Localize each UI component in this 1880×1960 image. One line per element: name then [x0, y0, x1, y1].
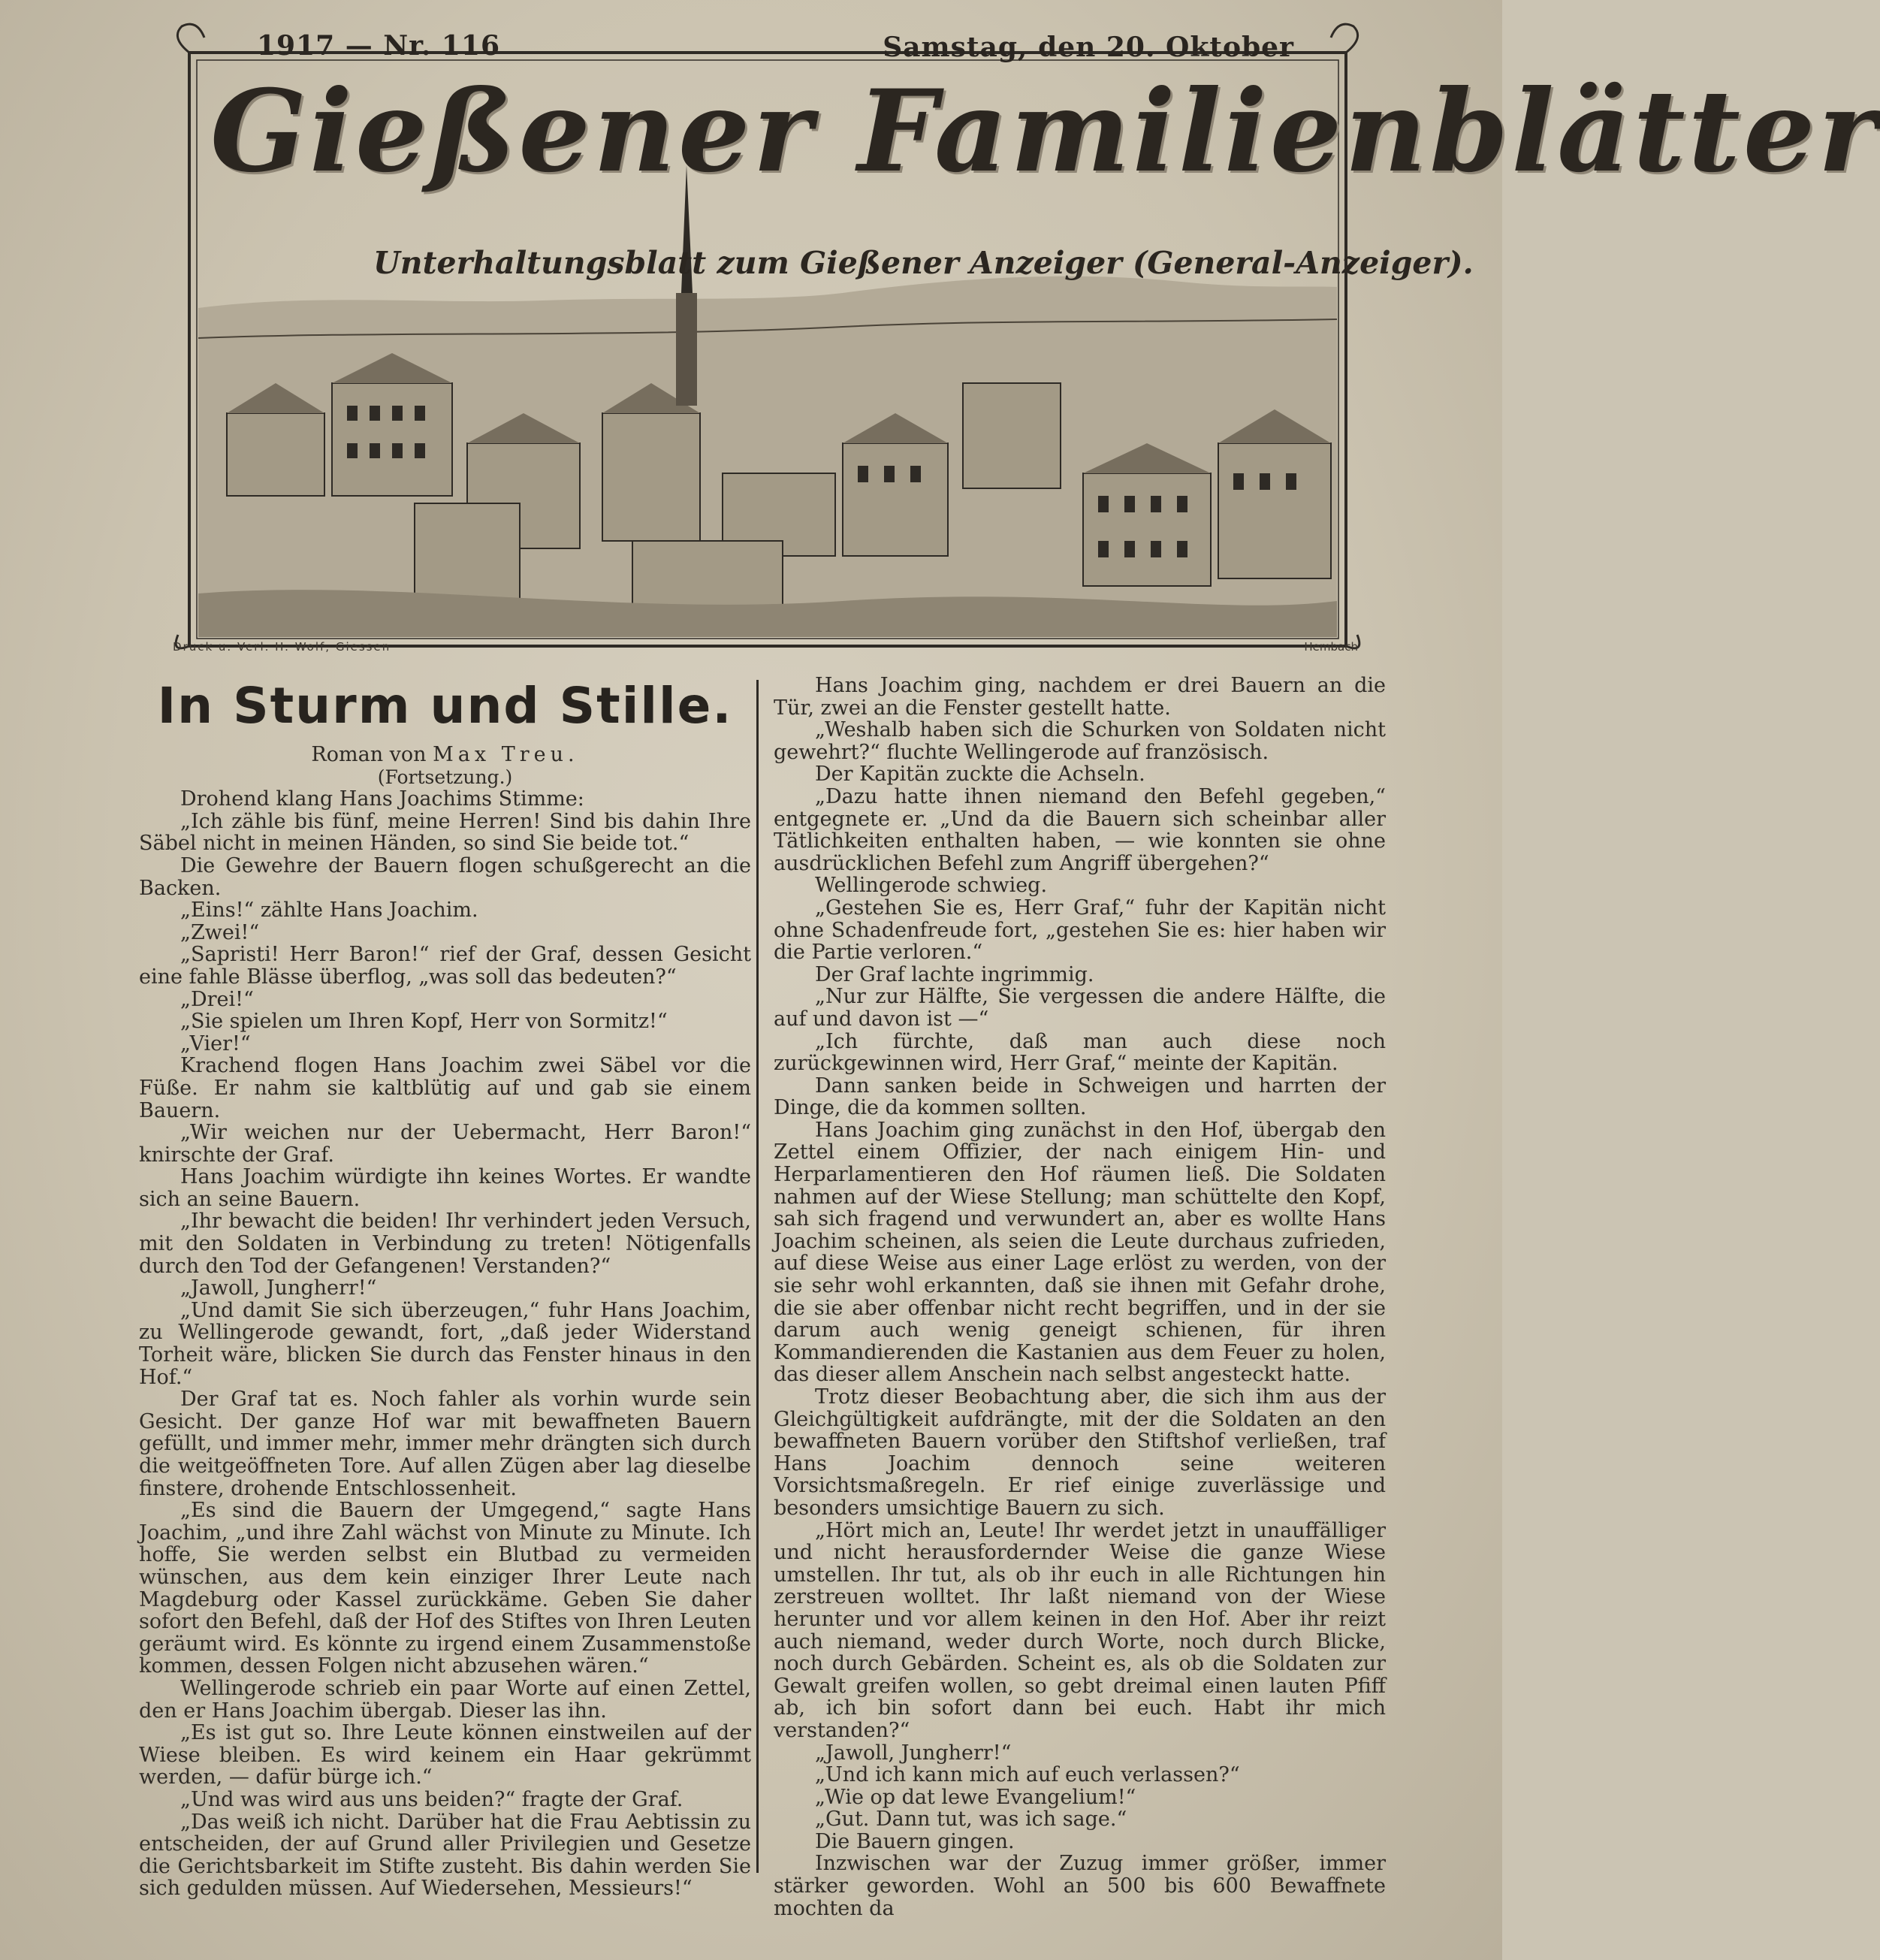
- paragraph: „Wie op dat lewe Evangelium!“: [815, 1785, 1136, 1809]
- column-divider: [756, 680, 759, 1873]
- paragraph: „Gut. Dann tut, was ich sage.“: [815, 1807, 1127, 1832]
- continuation-note: (Fortsetzung.): [377, 766, 513, 788]
- paragraph: „Es ist gut so. Ihre Leute können einstweilen auf der Wiese bleiben. Es wird keinem ein Haar gekrümmt werden, — dafür bürge ich.“: [139, 1721, 751, 1789]
- paragraph: Hans Joachim ging zunächst in den Hof, übergab den Zettel einem Offizier, der nach einigem Hin- und Herparlamentieren den Hof räumen ließ. Die Soldaten nahmen auf der Wiese Stellung; man schüttelte den Kopf, sah sich fragend und verwundert an, aber es wollte Hans Joachim scheinen, als seien die Leute durchaus zufrieden, auf diese Weise aus einer Lage erlöst zu werden, von der sie sehr wohl erkannten, daß sie ihnen mit Gefahr drohe, die sie aber offenbar nicht recht begriffen, und in der sie darum auch wenig geneigt schienen, für ihren Kommandierenden die Kastanien aus dem Feuer zu holen, das dieser allem Anschein nach selbst angesteckt hatte.: [774, 1118, 1386, 1387]
- paragraph: „Eins!“ zählte Hans Joachim.: [180, 898, 478, 923]
- paragraph: Hans Joachim ging, nachdem er drei Bauern an die Tür, zwei an die Fenster gestellt hatte.: [774, 674, 1386, 720]
- paragraph: „Jawoll, Jungherr!“: [815, 1741, 1012, 1765]
- paragraph: „Sie spielen um Ihren Kopf, Herr von Sormitz!“: [180, 1010, 668, 1034]
- paragraph: „Dazu hatte ihnen niemand den Befehl gegeben,“ entgegnete er. „Und da die Bauern sich scheinbar aller Tätlichkeiten enthalten haben, — wie konnten sie ohne ausdrücklichen Befehl zum Angriff übergehen?“: [774, 784, 1386, 875]
- author: Max Treu.: [433, 743, 579, 766]
- newspaper-subtitle: Unterhaltungsblatt zum Gießener Anzeiger (General-Anzeiger).: [373, 245, 1474, 281]
- article-column-right: [774, 674, 1386, 1920]
- paragraph: „Drei!“: [180, 987, 254, 1011]
- print-credit: Druck u. Verl. H. Wolf, Giessen: [173, 640, 391, 654]
- paragraph: „Gestehen Sie es, Herr Graf,“ fuhr der Kapitän nicht ohne Schadenfreude fort, „gestehen Sie es: hier haben wir die Partie verloren.“: [774, 895, 1386, 965]
- paragraph: „Ich fürchte, daß man auch diese noch zurückgewinnen wird, Herr Graf,“ meinte der Kapitän.: [774, 1029, 1386, 1076]
- paragraph: Wellingerode schwieg.: [815, 874, 1048, 898]
- article-title: In Sturm und Stille.: [157, 677, 733, 735]
- paragraph: Der Graf lachte ingrimmig.: [815, 962, 1094, 986]
- paragraph: Die Bauern gingen.: [815, 1829, 1015, 1853]
- paragraph: Inzwischen war der Zuzug immer größer, immer stärker geworden. Wohl an 500 bis 600 Bewaffnete mochten da: [774, 1852, 1386, 1920]
- byline: [139, 744, 751, 766]
- paragraph: „Nur zur Hälfte, Sie vergessen die andere Hälfte, die auf und davon ist —“: [774, 985, 1386, 1031]
- paragraph: Wellingerode schrieb ein paar Worte auf einen Zettel, den er Hans Joachim übergab. Dieser las ihn.: [139, 1676, 751, 1723]
- paragraph: „Sapristi! Herr Baron!“ rief der Graf, dessen Gesicht eine fahle Blässe überflog, „was soll das bedeuten?“: [139, 943, 751, 989]
- paragraph: „Und was wird aus uns beiden?“ fragte der Graf.: [180, 1787, 683, 1811]
- paragraph: „Und ich kann mich auf euch verlassen?“: [815, 1763, 1240, 1787]
- paragraph: „Ich zähle bis fünf, meine Herren! Sind bis dahin Ihre Säbel nicht in meinen Händen, so sind Sie beide tot.“: [139, 809, 751, 856]
- paragraph: „Hört mich an, Leute! Ihr werdet jetzt in unauffälliger und nicht herausfordernder Weise die ganze Wiese umstellen. Ihr tut, als ob ihr euch in alle Richtungen hin zerstreuen wolltet. Ihr laßt niemand von der Wiese herunter und vor allem keinen in den Hof. Aber ihr reizt auch niemand, weder durch Worte, noch durch Blicke, noch durch Gebärden. Scheint es, als ob die Soldaten zur Gewalt greifen wollen, so gebt dreimal einen lauten Pfiff ab, ich bin sofort dann bei euch. Habt ihr mich verstanden?“: [774, 1518, 1386, 1742]
- paragraph: Der Kapitän zuckte die Achseln.: [815, 763, 1145, 787]
- paragraph: „Zwei!“: [180, 920, 260, 944]
- masthead: [167, 23, 1880, 654]
- article-column-left: [139, 676, 751, 1901]
- paragraph: Trotz dieser Beobachtung aber, die sich ihm aus der Gleichgültigkeit aufdrängte, mit der die Soldaten an den bewaffneten Bauern vorüber den Stiftshof verließen, traf Hans Joachim dennoch seine weiteren Vorsichtsmaßregeln. Er rief einige zuverlässige und besonders umsichtige Bauern zu sich.: [774, 1385, 1386, 1520]
- paragraph: Krachend flogen Hans Joachim zwei Säbel vor die Füße. Er nahm sie kaltblütig auf und gab sie einem Bauern.: [139, 1054, 751, 1122]
- byline-prefix: Roman von: [311, 743, 427, 766]
- paragraph: „Weshalb haben sich die Schurken von Soldaten nicht gewehrt?“ fluchte Wellingerode auf französisch.: [774, 718, 1386, 764]
- paragraph: Die Gewehre der Bauern flogen schußgerecht an die Backen.: [139, 853, 751, 900]
- paragraph: „Und damit Sie sich überzeugen,“ fuhr Hans Joachim, zu Wellingerode gewandt, fort, „daß jeder Widerstand Torheit wäre, blicken Sie durch das Fenster hinaus in den Hof.“: [139, 1298, 751, 1389]
- paragraph: „Das weiß ich nicht. Darüber hat die Frau Aebtissin zu entscheiden, der auf Grund aller Privilegien und Gesetze die Gerichtsbarkeit im Stifte zusteht. Bis dahin werden Sie sich gedulden müssen. Auf Wiedersehen, Messieurs!“: [139, 1810, 751, 1901]
- paragraph: Dann sanken beide in Schweigen und harrten der Dinge, die da kommen sollten.: [774, 1074, 1386, 1120]
- paragraph: „Jawoll, Jungherr!“: [180, 1276, 377, 1300]
- paragraph: „Wir weichen nur der Uebermacht, Herr Baron!“ knirschte der Graf.: [139, 1121, 751, 1167]
- paragraph: „Vier!“: [180, 1031, 251, 1056]
- paragraph: „Ihr bewacht die beiden! Ihr verhindert jeden Versuch, mit den Soldaten in Verbindung zu treten! Nötigenfalls durch den Tod der Gefangenen! Verstanden?“: [139, 1210, 751, 1278]
- paragraph: Hans Joachim würdigte ihn keines Wortes. Er wandte sich an seine Bauern.: [139, 1165, 751, 1211]
- paragraph: Drohend klang Hans Joachims Stimme:: [180, 787, 584, 811]
- issue-date: Samstag, den 20. Oktober: [883, 32, 1294, 63]
- paragraph: Der Graf tat es. Noch fahler als vorhin wurde sein Gesicht. Der ganze Hof war mit bewaffneten Bauern gefüllt, und immer mehr, immer mehr drängten sich durch die weitgeöffneten Tore. Auf allen Zügen aber lag dieselbe finstere, drohende Entschlossenheit.: [139, 1388, 751, 1500]
- issue-number: 1917 — Nr. 116: [257, 30, 501, 62]
- newspaper-title: Gießener Familienblätter: [210, 65, 1880, 198]
- paragraph: „Es sind die Bauern der Umgegend,“ sagte Hans Joachim, „und ihre Zahl wächst von Minute zu Minute. Ich hoffe, Sie werden selbst ein Blutbad zu vermeiden wünschen, aus dem kein einziger Ihrer Leute nach Magdeburg oder Kassel zurückkäme. Geben Sie daher sofort den Befehl, daß der Hof des Stiftes von Ihren Leuten geräumt wird. Es könnte zu irgend einem Zusammenstoße kommen, dessen Folgen nicht abzusehen wären.“: [139, 1499, 751, 1678]
- engraver-credit: Hembach: [1304, 640, 1358, 654]
